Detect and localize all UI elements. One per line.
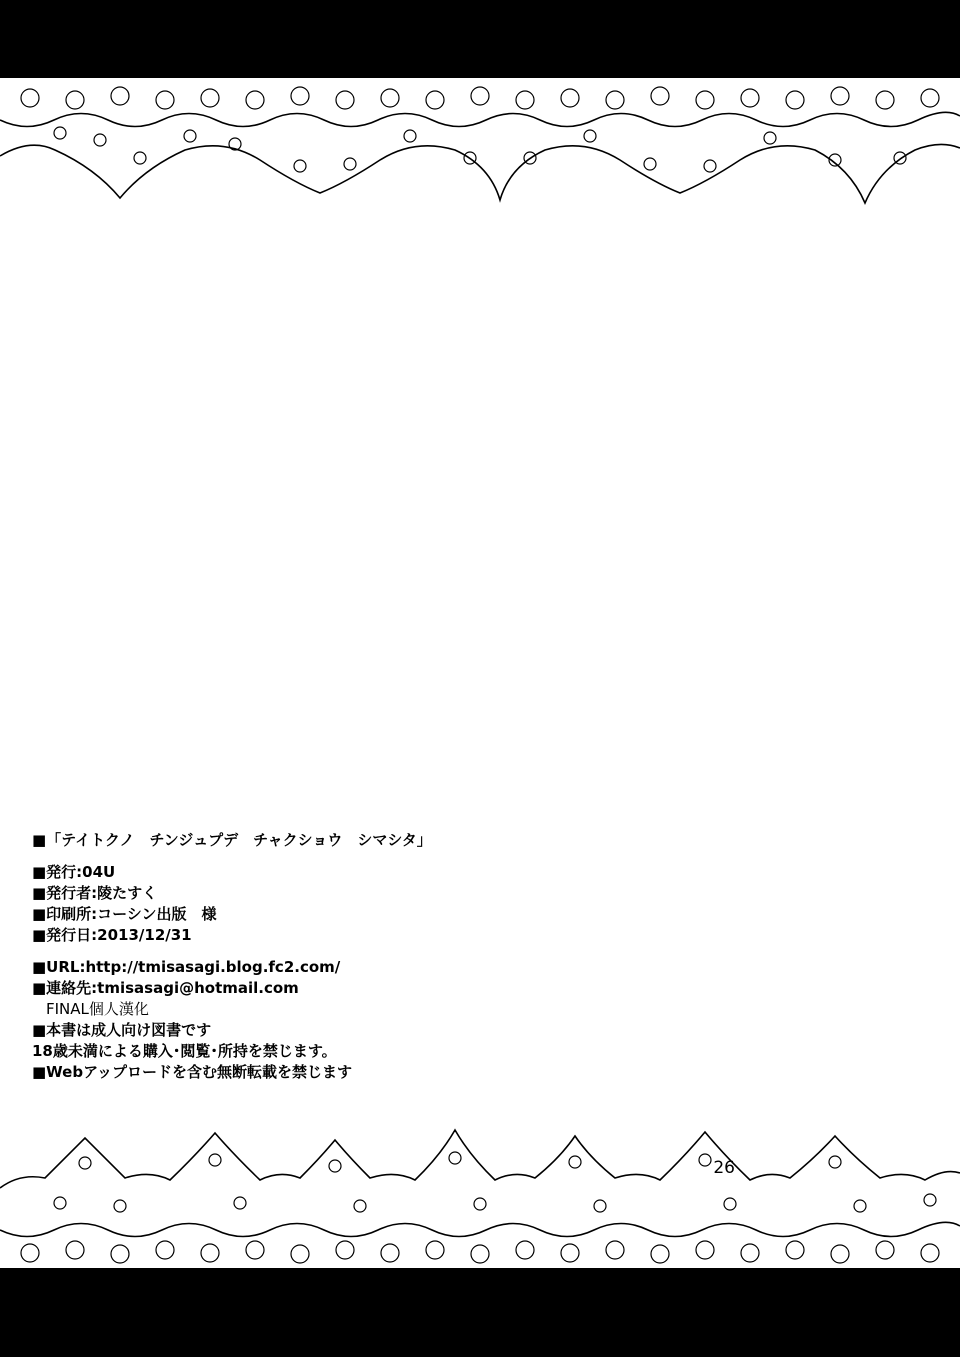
url-line: ■URL:http://tmisasagi.blog.fc2.com/ — [32, 958, 341, 976]
lace-border-top — [0, 78, 960, 218]
date-line: ■発行日:2013/12/31 — [32, 926, 192, 944]
page-sheet — [0, 78, 960, 1268]
colophon — [32, 830, 432, 1083]
publisher-line: ■発行:04U — [32, 863, 116, 881]
contact-line: ■連絡先:tmisasagi@hotmail.com — [32, 979, 299, 997]
translator-credit: FINAL個人漢化 — [46, 1000, 149, 1018]
page-number: 26 — [713, 1158, 735, 1178]
book-title: ■「テイトクノ チンジュプデ チャクショウ シマシタ」 — [32, 831, 432, 849]
author-line: ■発行者:陵たすく — [32, 884, 158, 902]
lace-border-bottom — [0, 1118, 960, 1268]
adult-notice: ■本書は成人向け図書です — [32, 1021, 212, 1039]
printer-line: ■印刷所:コーシン出版 様 — [32, 905, 217, 923]
age-restriction: 18歳未満による購入･閲覧･所持を禁じます。 — [32, 1042, 337, 1060]
upload-notice: ■Webアップロードを含む無断転載を禁じます — [32, 1063, 353, 1081]
